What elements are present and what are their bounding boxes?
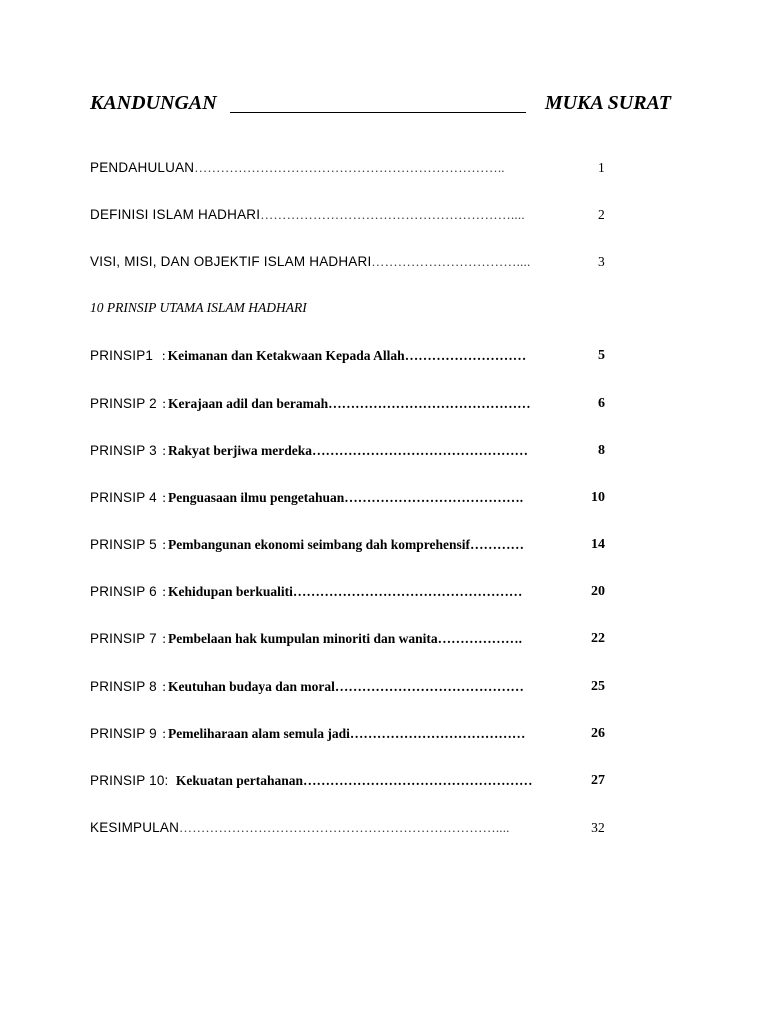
entry-page-number: 5: [598, 348, 605, 363]
prinsip-label: PRINSIP 7: [90, 631, 157, 646]
dot-leader: …………: [470, 537, 525, 552]
entry-page-number: 1: [598, 160, 605, 175]
prinsip-title: Rakyat berjiwa merdeka: [167, 443, 312, 458]
entry-page-number: 27: [591, 773, 605, 788]
entry-title: VISI, MISI, DAN OBJEKTIF ISLAM HADHARI: [90, 254, 372, 269]
entry-page-number: 32: [591, 820, 605, 835]
entry-page-number: 8: [598, 443, 605, 458]
dot-leader: …………………………………: [349, 726, 526, 741]
label-separator: :: [158, 679, 166, 694]
prinsip-title: Kehidupan berkualiti: [167, 584, 293, 599]
prinsip-label: PRINSIP 3: [90, 443, 157, 458]
header-underline: [230, 112, 526, 113]
prinsip-label: PRINSIP 4: [90, 490, 157, 505]
prinsip-title: Kekuatan pertahanan: [175, 773, 304, 788]
label-separator: :: [158, 396, 166, 411]
prinsip-label: PRINSIP1: [90, 348, 154, 363]
entry-page-number: 20: [591, 584, 605, 599]
dot-leader: ………………………………………………………………....: [179, 820, 510, 835]
label-separator: [171, 773, 174, 788]
prinsip-label: PRINSIP 2: [90, 396, 157, 411]
dot-leader: ……………….: [437, 631, 523, 646]
toc-entry-prinsip-1: [90, 346, 605, 366]
dot-leader: ……………………………………………: [303, 773, 533, 788]
toc-header: [90, 92, 671, 118]
prinsip-title: Pemeliharaan alam semula jadi: [167, 726, 350, 741]
prinsip-title: Pembelaan hak kumpulan minoriti dan wanita: [167, 631, 438, 646]
dot-leader: …………………………………………: [311, 443, 528, 458]
entry-page-number: 26: [591, 726, 605, 741]
dot-leader: ……………………………………………………………..: [194, 160, 505, 175]
toc-entry-kesimpulan: [90, 818, 605, 838]
toc-entry-prinsip-5: [90, 535, 605, 555]
prinsip-title: Pembangunan ekonomi seimbang dah komprehensif: [167, 537, 471, 552]
prinsip-label: PRINSIP 5: [90, 537, 157, 552]
dot-leader: ………………………: [404, 348, 527, 363]
prinsip-label: PRINSIP 10:: [90, 773, 169, 788]
toc-entry-prinsip-6: [90, 582, 605, 602]
prinsip-label: PRINSIP 8: [90, 679, 157, 694]
label-separator: :: [158, 584, 166, 599]
label-separator: :: [158, 631, 166, 646]
entry-page-number: 22: [591, 631, 605, 646]
prinsip-label: PRINSIP 9: [90, 726, 157, 741]
toc-entry-prinsip-7: [90, 629, 605, 649]
dot-leader: …………………………………………………....: [260, 207, 525, 222]
entry-page-number: 10: [591, 490, 605, 505]
entry-page-number: 6: [598, 396, 605, 411]
entry-page-number: 3: [598, 254, 605, 269]
dot-leader: ……………………………………………: [292, 584, 523, 599]
toc-entry-definisi: [90, 205, 605, 225]
label-separator: :: [158, 726, 166, 741]
toc-entry-prinsip-3: [90, 441, 605, 461]
label-separator: :: [155, 348, 166, 363]
entry-page-number: 25: [591, 679, 605, 694]
prinsip-title: Penguasaan ilmu pengetahuan: [167, 490, 345, 505]
prinsip-title: Keimanan dan Ketakwaan Kepada Allah: [167, 348, 405, 363]
toc-entry-prinsip-4: [90, 488, 605, 508]
toc-entry-prinsip-2: [90, 394, 605, 414]
toc-entry-prinsip-10: [90, 771, 605, 791]
dot-leader: ……………………………....: [371, 254, 531, 269]
toc-entry-visi-misi: [90, 252, 605, 272]
entry-title: KESIMPULAN: [90, 820, 180, 835]
prinsip-title: Kerajaan adil dan beramah: [167, 396, 329, 411]
label-separator: :: [158, 537, 166, 552]
entry-page-number: 2: [598, 207, 605, 222]
dot-leader: ………………………………………: [328, 396, 531, 411]
prinsip-title: Keutuhan budaya dan moral: [167, 679, 335, 694]
entry-page-number: 14: [591, 537, 605, 552]
page-number-heading: MUKA SURAT: [544, 92, 671, 114]
section-heading: 10 PRINSIP UTAMA ISLAM HADHARI: [90, 300, 307, 315]
prinsip-label: PRINSIP 6: [90, 584, 157, 599]
entry-title: DEFINISI ISLAM HADHARI: [90, 207, 261, 222]
label-separator: :: [158, 490, 166, 505]
label-separator: :: [158, 443, 166, 458]
toc-entry-prinsip-8: [90, 677, 605, 697]
contents-heading: KANDUNGAN: [90, 92, 217, 114]
entry-title: PENDAHULUAN: [90, 160, 195, 175]
toc-entry-prinsip-9: [90, 724, 605, 744]
toc-entry-pendahuluan: [90, 158, 605, 178]
dot-leader: ……………………………………: [334, 679, 524, 694]
dot-leader: ………………………………….: [344, 490, 524, 505]
